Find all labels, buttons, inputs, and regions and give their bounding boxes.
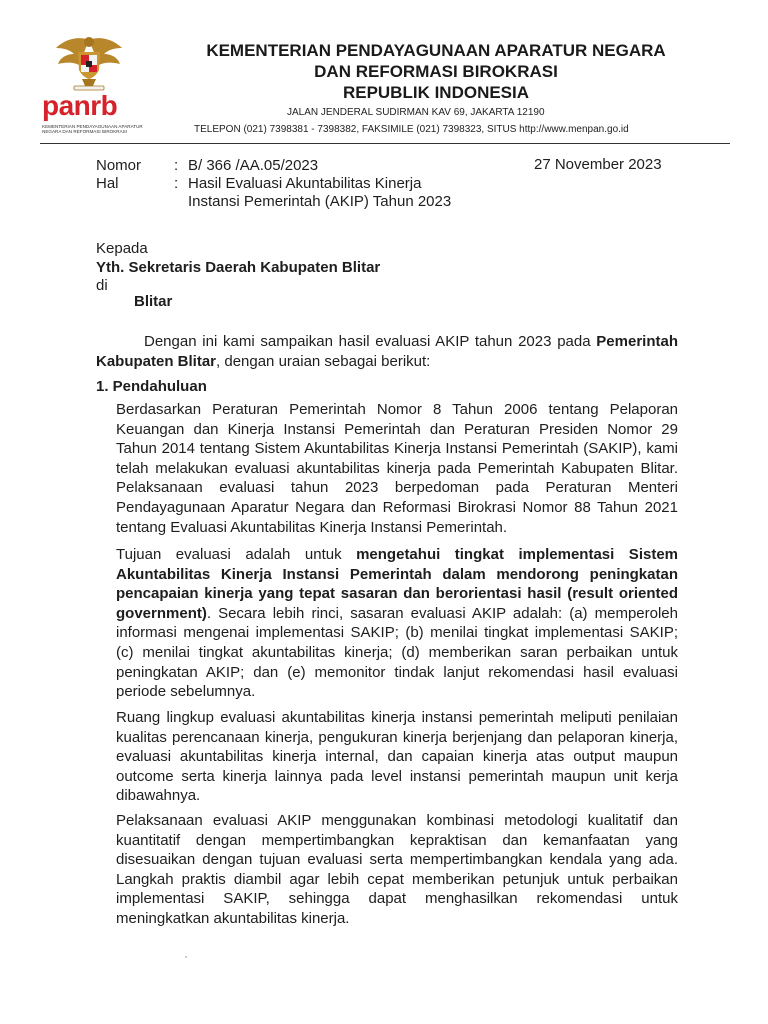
recipient-title: Yth. Sekretaris Daerah Kabupaten Blitar xyxy=(96,259,381,276)
garuda-emblem-icon xyxy=(52,34,126,92)
letterhead-contact: TELEPON (021) 7398381 - 7398382, FAKSIMILE (021) 7398323, SITUS http://www.menpan.go.id xyxy=(194,124,629,135)
paragraph-4: Pelaksanaan evaluasi AKIP menggunakan kombinasi metodologi kualitatif dan kuantitatif dengan mempertimbangkan kepraktisan dan kemanfaatan yang disesuaikan dengan tujuan evaluasi serta mempertimbangkan kendala yang ada. Langkah praktis diambil agar lebih cepat memberikan petunjuk untuk perbaikan implementasi SAKIP, sehingga dapat menghasilkan rekomendasi untuk meningkatkan akuntabilitas kinerja. xyxy=(116,812,678,927)
paragraph-3: Ruang lingkup evaluasi akuntabilitas kinerja instansi pemerintah meliputi penilaian kualitas perencanaan kinerja, pengukuran kinerja berjenjang dan pelaporan kinerja, evaluasi akuntabilitas kinerja internal, dan capaian kinerja atas output maupun outcome serta kinerja lainnya pada level instansi pemerintah maupun unit kerja dibawahnya. xyxy=(116,709,678,805)
recipient-place: Blitar xyxy=(134,293,173,310)
hal-colon: : xyxy=(174,175,179,192)
intro-text-bold: Pemerintah Kabupaten Blitar xyxy=(96,333,678,370)
scan-speck xyxy=(185,956,187,958)
paragraph-2 xyxy=(116,545,678,702)
paragraph-1: Berdasarkan Peraturan Pemerintah Nomor 8 Tahun 2006 tentang Pelaporan Keuangan dan Kinerja Instansi Pemerintah dan Peraturan Presiden Nomor 29 Tahun 2014 tentang Sistem Akuntabilitas Kinerja Instansi Pemerintah (SAKIP), kami telah melakukan evaluasi akuntabilitas kinerja pada Pemerintah Kabupaten Blitar. Pelaksanaan evaluasi tahun 2023 berpedoman pada Peraturan Menteri Pendayagunaan Aparatur Negara dan Reformasi Birokrasi Nomor 88 Tahun 2021 tentang Evaluasi Akuntabilitas Kinerja Instansi Pemerintah. xyxy=(116,401,678,536)
letter-date: 27 November 2023 xyxy=(534,156,662,173)
letterhead-title xyxy=(150,40,722,103)
recipient-di: di xyxy=(96,277,108,294)
hal-value-line1: Hasil Evaluasi Akuntabilitas Kinerja xyxy=(188,175,422,192)
ministry-title-line3: REPUBLIK INDONESIA xyxy=(342,83,530,102)
intro-text-a: Dengan ini kami sampaikan hasil evaluasi AKIP tahun 2023 pada xyxy=(144,333,597,350)
ministry-title-line1: KEMENTERIAN PENDAYAGUNAAN APARATUR NEGARA xyxy=(206,41,666,60)
ministry-title-line2: DAN REFORMASI BIROKRASI xyxy=(314,62,558,81)
nomor-value: B/ 366 /AA.05/2023 xyxy=(188,157,319,174)
panrb-logo xyxy=(38,34,146,146)
p2-text-a: Tujuan evaluasi adalah untuk xyxy=(116,546,357,563)
nomor-colon: : xyxy=(174,157,179,174)
brand-subtitle: KEMENTERIAN PENDAYAGUNAAN APARATUR NEGARA DAN REFORMASI BIROKRASI xyxy=(42,124,143,135)
letterhead-divider xyxy=(40,143,730,144)
p2-text-b: . Secara lebih rinci, sasaran evaluasi AKIP adalah: (a) memperoleh informasi mengenai implementasi SAKIP; (b) menilai tingkat implementasi SAKIP; (c) menilai tingkat akuntabilitas kinerja; (d) memberikan saran perbaikan untuk peningkatan AKIP; dan (e) memonitor tindak lanjut rekomendasi hasil evaluasi periode sebelumnya. xyxy=(116,604,678,701)
section-heading-pendahuluan: 1. Pendahuluan xyxy=(96,378,207,395)
intro-text-b: , dengan uraian sebagai berikut: xyxy=(216,352,431,370)
nomor-label: Nomor xyxy=(96,157,142,174)
hal-value-line2: Instansi Pemerintah (AKIP) Tahun 2023 xyxy=(188,193,452,210)
intro-paragraph xyxy=(96,332,678,371)
letterhead-address: JALAN JENDERAL SUDIRMAN KAV 69, JAKARTA 12190 xyxy=(287,107,545,118)
recipient-kepada: Kepada xyxy=(96,240,148,257)
brand-name: panrb xyxy=(42,90,118,121)
p2-text-bold: mengetahui tingkat implementasi Sistem Akuntabilitas Kinerja Instansi Pemerintah dalam mendorong peningkatan pencapaian kinerja yang tepat sasaran dan berorientasi hasil (result oriented government) xyxy=(116,546,679,622)
hal-label: Hal xyxy=(96,175,119,192)
